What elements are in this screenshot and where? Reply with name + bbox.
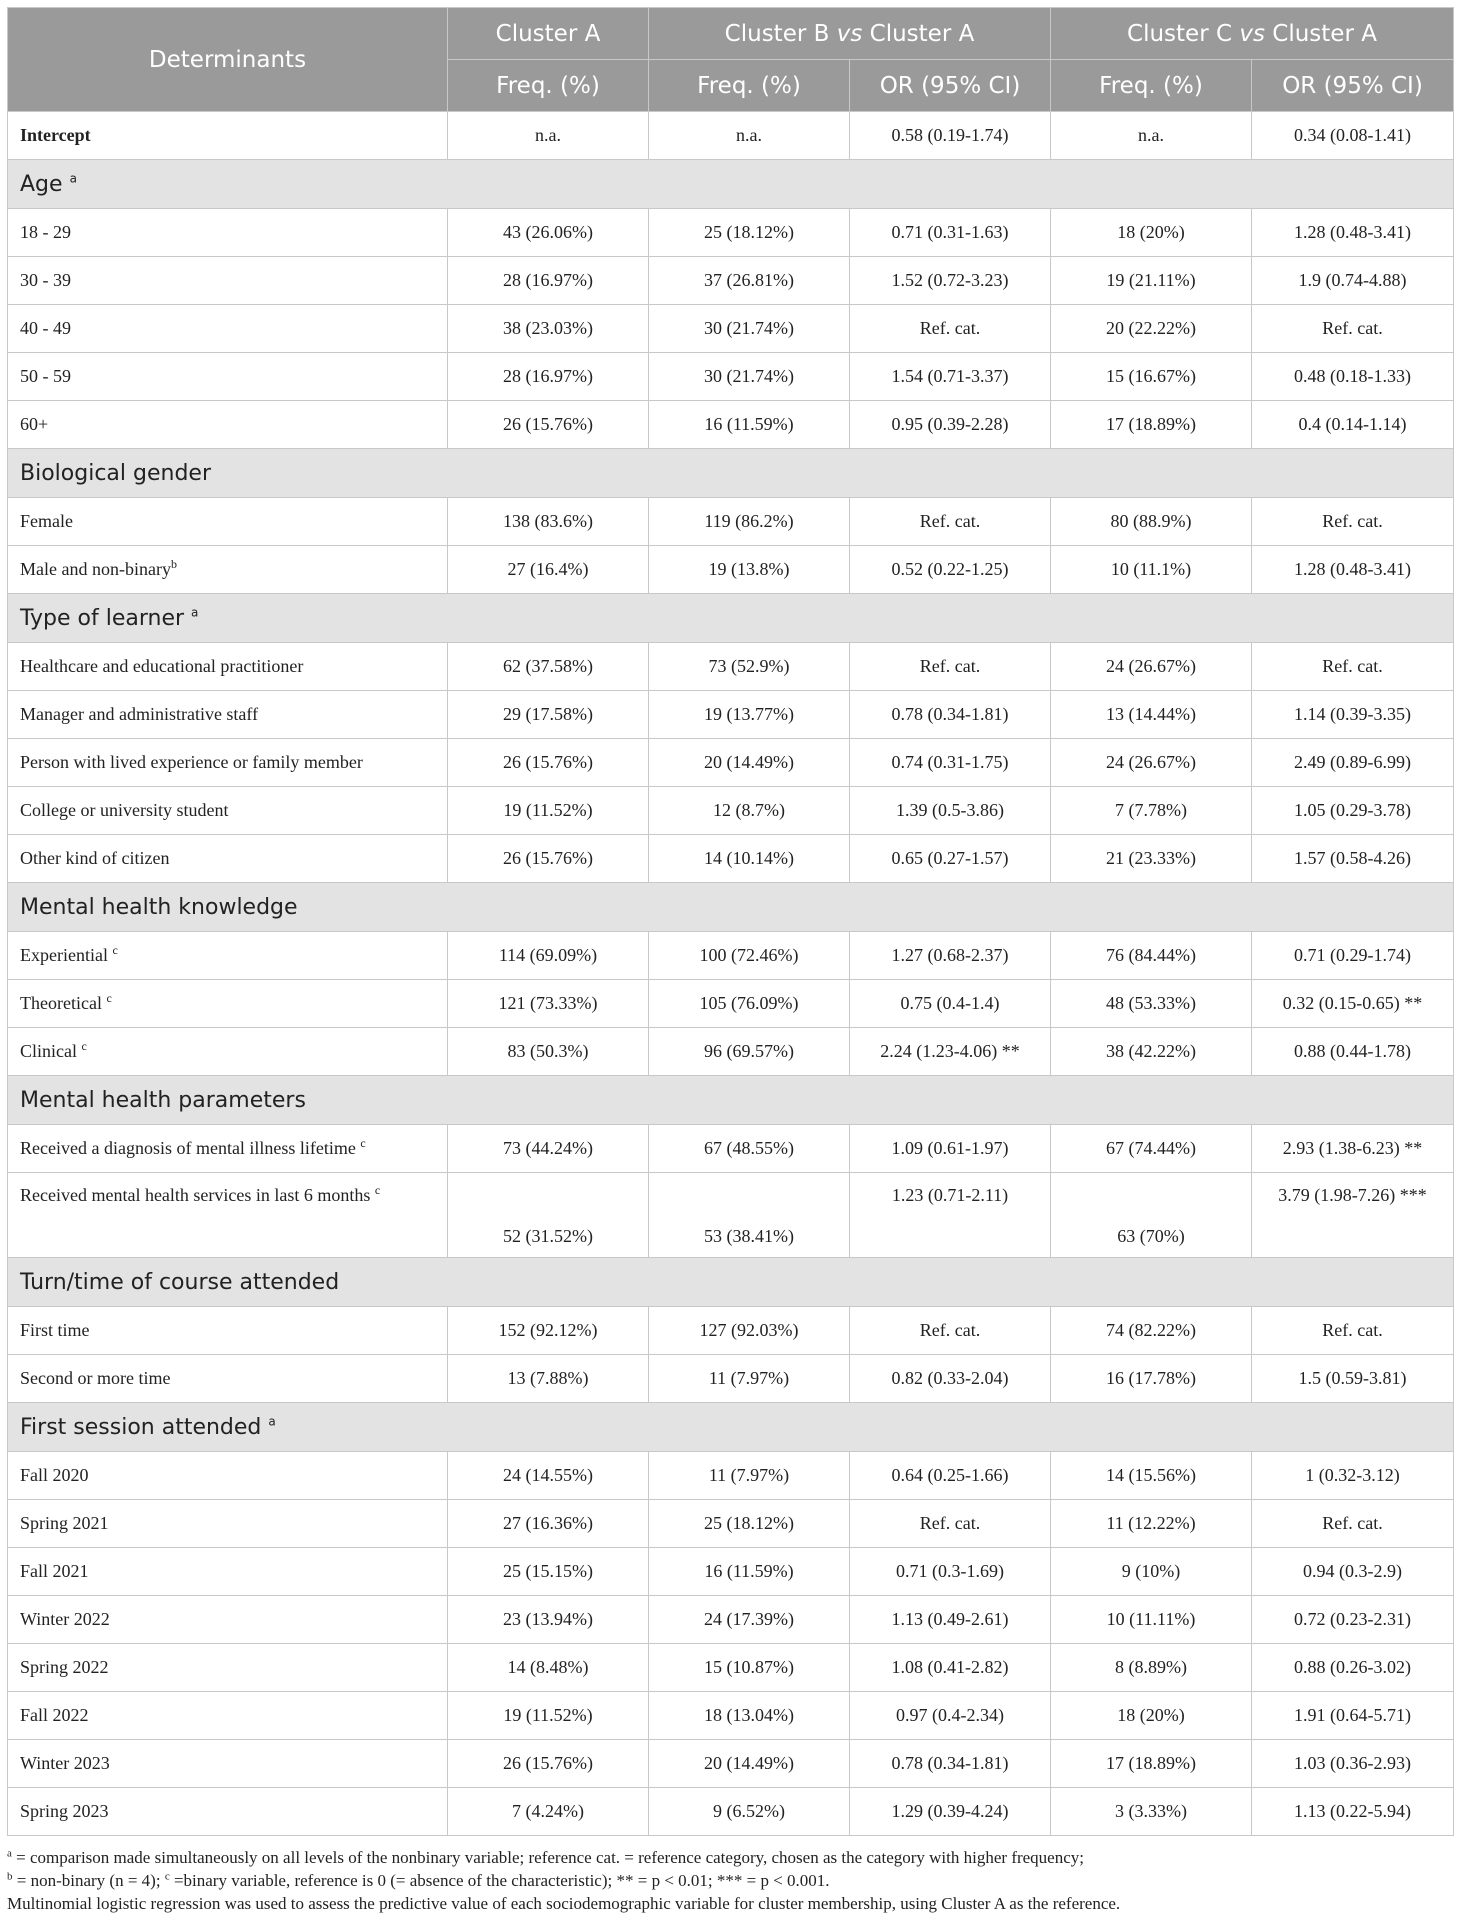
table-row	[8, 1452, 1454, 1500]
section-header-row	[8, 883, 1454, 932]
cell-b-or: 1.08 (0.41-2.82)	[850, 1644, 1051, 1692]
cell-a-freq: 23 (13.94%)	[448, 1596, 649, 1644]
cell-b-freq: 67 (48.55%)	[649, 1125, 850, 1173]
row-label: 60+	[8, 401, 448, 449]
cell-c-freq: n.a.	[1051, 112, 1252, 160]
table-header	[8, 8, 1454, 112]
table-row	[8, 401, 1454, 449]
cell-c-freq: 16 (17.78%)	[1051, 1355, 1252, 1403]
row-label: Experiential $^c$	[8, 932, 448, 980]
cell-b-freq: 16 (11.59%)	[649, 401, 850, 449]
cell-c-or: Ref. cat.	[1252, 643, 1454, 691]
document	[7, 7, 1453, 1915]
cell-c-freq: 3 (3.33%)	[1051, 1788, 1252, 1836]
section-title: Turn/time of course attended	[8, 1258, 1454, 1307]
cell-c-or: Ref. cat.	[1252, 1307, 1454, 1355]
cell-a-freq: 19 (11.52%)	[448, 787, 649, 835]
cell-c-or: Ref. cat.	[1252, 305, 1454, 353]
cell-b-or: Ref. cat.	[850, 643, 1051, 691]
cell-b-freq: 127 (92.03%)	[649, 1307, 850, 1355]
cell-c-freq: 9 (10%)	[1051, 1548, 1252, 1596]
row-label: First time	[8, 1307, 448, 1355]
cell-c-or: 0.32 (0.15-0.65) **	[1252, 980, 1454, 1028]
table-row	[8, 932, 1454, 980]
cell-c-or: 1.14 (0.39-3.35)	[1252, 691, 1454, 739]
section-title: Mental health parameters	[8, 1076, 1454, 1125]
row-label: Intercept	[8, 112, 448, 160]
cell-b-freq: 14 (10.14%)	[649, 835, 850, 883]
table-row	[8, 1028, 1454, 1076]
cell-c-or: 0.88 (0.26-3.02)	[1252, 1644, 1454, 1692]
cell-b-or: 1.54 (0.71-3.37)	[850, 353, 1051, 401]
section-header-row	[8, 1403, 1454, 1452]
row-label: Spring 2021	[8, 1500, 448, 1548]
cell-c-freq: 18 (20%)	[1051, 209, 1252, 257]
cell-b-freq: 11 (7.97%)	[649, 1355, 850, 1403]
row-label: Male and non-binary$^b$	[8, 546, 448, 594]
cell-a-freq: 138 (83.6%)	[448, 498, 649, 546]
cell-c-freq: 76 (84.44%)	[1051, 932, 1252, 980]
cell-b-freq: 16 (11.59%)	[649, 1548, 850, 1596]
cell-c-or: 2.49 (0.89-6.99)	[1252, 739, 1454, 787]
row-label: College or university student	[8, 787, 448, 835]
section-header-row	[8, 160, 1454, 209]
cell-c-freq: 24 (26.67%)	[1051, 739, 1252, 787]
cell-a-freq: 14 (8.48%)	[448, 1644, 649, 1692]
cell-a-freq: 43 (26.06%)	[448, 209, 649, 257]
table-row	[8, 1788, 1454, 1836]
cell-b-freq: 9 (6.52%)	[649, 1788, 850, 1836]
cell-b-or: Ref. cat.	[850, 1307, 1051, 1355]
cell-b-or: 0.71 (0.31-1.63)	[850, 209, 1051, 257]
cell-c-or: 1.5 (0.59-3.81)	[1252, 1355, 1454, 1403]
cell-b-freq: 30 (21.74%)	[649, 305, 850, 353]
row-label: Fall 2021	[8, 1548, 448, 1596]
cell-c-freq: 17 (18.89%)	[1051, 401, 1252, 449]
table-row	[8, 1548, 1454, 1596]
cell-c-freq: 24 (26.67%)	[1051, 643, 1252, 691]
footnote-b-c: $^b$ = non-binary (n = 4); $^c$ =binary variable, reference is 0 (= absence of the characteristic); ** = p < 0.01; *** = p < 0.001.	[7, 1870, 830, 1890]
cell-c-freq: 21 (23.33%)	[1051, 835, 1252, 883]
cell-b-or: 0.58 (0.19-1.74)	[850, 112, 1051, 160]
row-label: Spring 2022	[8, 1644, 448, 1692]
cell-c-or: 2.93 (1.38-6.23) **	[1252, 1125, 1454, 1173]
row-label: Fall 2020	[8, 1452, 448, 1500]
table-row	[8, 1596, 1454, 1644]
cell-a-freq: 62 (37.58%)	[448, 643, 649, 691]
cell-b-or: 1.13 (0.49-2.61)	[850, 1596, 1051, 1644]
cell-c-or: 0.88 (0.44-1.78)	[1252, 1028, 1454, 1076]
row-label: Female	[8, 498, 448, 546]
cell-c-or: 0.34 (0.08-1.41)	[1252, 112, 1454, 160]
cell-c-or: 1.03 (0.36-2.93)	[1252, 1740, 1454, 1788]
cell-a-freq: 152 (92.12%)	[448, 1307, 649, 1355]
cell-b-freq: 11 (7.97%)	[649, 1452, 850, 1500]
cell-b-or: 0.78 (0.34-1.81)	[850, 691, 1051, 739]
cell-c-freq: 17 (18.89%)	[1051, 1740, 1252, 1788]
table-body	[8, 112, 1454, 1836]
cell-c-or: 1.91 (0.64-5.71)	[1252, 1692, 1454, 1740]
cell-b-or: 0.65 (0.27-1.57)	[850, 835, 1051, 883]
cell-c-freq: 15 (16.67%)	[1051, 353, 1252, 401]
cell-b-freq: 53 (38.41%)	[649, 1173, 850, 1258]
table-row	[8, 691, 1454, 739]
footnote-a: $^a$ = comparison made simultaneously on all levels of the nonbinary variable; reference cat. = reference category, chosen as the category with higher frequency;	[7, 1847, 1084, 1867]
cell-b-or: 1.39 (0.5-3.86)	[850, 787, 1051, 835]
table-row	[8, 1307, 1454, 1355]
cell-a-freq: 26 (15.76%)	[448, 835, 649, 883]
cell-b-or: Ref. cat.	[850, 305, 1051, 353]
cell-a-freq: 19 (11.52%)	[448, 1692, 649, 1740]
cell-b-freq: 73 (52.9%)	[649, 643, 850, 691]
cell-b-freq: 100 (72.46%)	[649, 932, 850, 980]
cell-c-freq: 19 (21.11%)	[1051, 257, 1252, 305]
header-cluster-c-vs-a: Cluster C vs Cluster A	[1051, 8, 1454, 60]
cell-c-freq: 14 (15.56%)	[1051, 1452, 1252, 1500]
row-label: Person with lived experience or family member	[8, 739, 448, 787]
section-title: Type of learner $^a$	[8, 594, 1454, 643]
results-table	[7, 7, 1454, 1836]
cell-b-or: 0.78 (0.34-1.81)	[850, 1740, 1051, 1788]
cell-a-freq: 52 (31.52%)	[448, 1173, 649, 1258]
header-determinants: Determinants	[8, 8, 448, 112]
cell-c-freq: 80 (88.9%)	[1051, 498, 1252, 546]
cell-a-freq: 83 (50.3%)	[448, 1028, 649, 1076]
cell-c-freq: 74 (82.22%)	[1051, 1307, 1252, 1355]
section-header-row	[8, 1076, 1454, 1125]
cell-b-freq: 12 (8.7%)	[649, 787, 850, 835]
cell-c-or: Ref. cat.	[1252, 498, 1454, 546]
cell-b-freq: 30 (21.74%)	[649, 353, 850, 401]
cell-c-freq: 18 (20%)	[1051, 1692, 1252, 1740]
row-label: 18 - 29	[8, 209, 448, 257]
cell-c-or: Ref. cat.	[1252, 1500, 1454, 1548]
cell-a-freq: 27 (16.4%)	[448, 546, 649, 594]
cell-b-or: 1.09 (0.61-1.97)	[850, 1125, 1051, 1173]
cell-b-freq: 24 (17.39%)	[649, 1596, 850, 1644]
section-header-row	[8, 449, 1454, 498]
cell-b-freq: 18 (13.04%)	[649, 1692, 850, 1740]
cell-c-freq: 38 (42.22%)	[1051, 1028, 1252, 1076]
cell-b-or: Ref. cat.	[850, 1500, 1051, 1548]
header-c-freq: Freq. (%)	[1051, 60, 1252, 112]
cell-a-freq: 28 (16.97%)	[448, 353, 649, 401]
cell-a-freq: 114 (69.09%)	[448, 932, 649, 980]
row-label: Received mental health services in last 6 months $^c$	[8, 1173, 448, 1258]
cell-b-freq: n.a.	[649, 112, 850, 160]
header-c-or: OR (95% CI)	[1252, 60, 1454, 112]
table-row	[8, 209, 1454, 257]
cell-b-or: 1.52 (0.72-3.23)	[850, 257, 1051, 305]
cell-b-freq: 20 (14.49%)	[649, 739, 850, 787]
table-row	[8, 1125, 1454, 1173]
cell-b-or: 0.95 (0.39-2.28)	[850, 401, 1051, 449]
cell-b-or: Ref. cat.	[850, 498, 1051, 546]
table-row	[8, 498, 1454, 546]
cell-a-freq: 73 (44.24%)	[448, 1125, 649, 1173]
cell-c-or: 1.28 (0.48-3.41)	[1252, 546, 1454, 594]
cell-b-freq: 25 (18.12%)	[649, 1500, 850, 1548]
cell-b-or: 0.74 (0.31-1.75)	[850, 739, 1051, 787]
section-title: First session attended $^a$	[8, 1403, 1454, 1452]
table-row	[8, 353, 1454, 401]
row-label: 30 - 39	[8, 257, 448, 305]
row-label: Second or more time	[8, 1355, 448, 1403]
cell-a-freq: 26 (15.76%)	[448, 1740, 649, 1788]
cell-c-or: 0.71 (0.29-1.74)	[1252, 932, 1454, 980]
cell-b-or: 1.27 (0.68-2.37)	[850, 932, 1051, 980]
cell-b-or: 0.75 (0.4-1.4)	[850, 980, 1051, 1028]
cell-c-or: 0.48 (0.18-1.33)	[1252, 353, 1454, 401]
cell-b-freq: 19 (13.8%)	[649, 546, 850, 594]
cell-a-freq: 38 (23.03%)	[448, 305, 649, 353]
row-label: Winter 2023	[8, 1740, 448, 1788]
cell-c-freq: 20 (22.22%)	[1051, 305, 1252, 353]
cell-a-freq: 13 (7.88%)	[448, 1355, 649, 1403]
table-row	[8, 305, 1454, 353]
cell-c-or: 1 (0.32-3.12)	[1252, 1452, 1454, 1500]
cell-b-freq: 105 (76.09%)	[649, 980, 850, 1028]
row-label: Winter 2022	[8, 1596, 448, 1644]
row-label: Clinical $^c$	[8, 1028, 448, 1076]
cell-a-freq: 26 (15.76%)	[448, 739, 649, 787]
table-row	[8, 739, 1454, 787]
table-row	[8, 1692, 1454, 1740]
row-label: Theoretical $^c$	[8, 980, 448, 1028]
cell-c-or: 3.79 (1.98-7.26) ***	[1252, 1173, 1454, 1258]
cell-b-or: 0.52 (0.22-1.25)	[850, 546, 1051, 594]
row-label: Received a diagnosis of mental illness lifetime $^c$	[8, 1125, 448, 1173]
table-row	[8, 1740, 1454, 1788]
section-header-row	[8, 594, 1454, 643]
table-row-intercept	[8, 112, 1454, 160]
row-label: Fall 2022	[8, 1692, 448, 1740]
cell-b-freq: 37 (26.81%)	[649, 257, 850, 305]
cell-b-freq: 19 (13.77%)	[649, 691, 850, 739]
cell-a-freq: n.a.	[448, 112, 649, 160]
cell-a-freq: 25 (15.15%)	[448, 1548, 649, 1596]
cell-b-freq: 20 (14.49%)	[649, 1740, 850, 1788]
header-cluster-a: Cluster A	[448, 8, 649, 60]
table-row	[8, 1173, 1454, 1258]
cell-b-or: 2.24 (1.23-4.06) **	[850, 1028, 1051, 1076]
cell-a-freq: 29 (17.58%)	[448, 691, 649, 739]
row-label: Other kind of citizen	[8, 835, 448, 883]
section-header-row	[8, 1258, 1454, 1307]
cell-c-or: 1.28 (0.48-3.41)	[1252, 209, 1454, 257]
cell-c-or: 1.9 (0.74-4.88)	[1252, 257, 1454, 305]
table-row	[8, 835, 1454, 883]
row-label: Manager and administrative staff	[8, 691, 448, 739]
cell-c-freq: 67 (74.44%)	[1051, 1125, 1252, 1173]
cell-c-freq: 8 (8.89%)	[1051, 1644, 1252, 1692]
cell-a-freq: 7 (4.24%)	[448, 1788, 649, 1836]
cell-b-freq: 25 (18.12%)	[649, 209, 850, 257]
cell-c-freq: 13 (14.44%)	[1051, 691, 1252, 739]
cell-c-or: 1.05 (0.29-3.78)	[1252, 787, 1454, 835]
cell-a-freq: 28 (16.97%)	[448, 257, 649, 305]
section-title: Biological gender	[8, 449, 1454, 498]
cell-b-freq: 15 (10.87%)	[649, 1644, 850, 1692]
row-label: 40 - 49	[8, 305, 448, 353]
header-b-freq: Freq. (%)	[649, 60, 850, 112]
table-row	[8, 546, 1454, 594]
cell-a-freq: 24 (14.55%)	[448, 1452, 649, 1500]
cell-c-freq: 48 (53.33%)	[1051, 980, 1252, 1028]
table-footnotes	[7, 1846, 1453, 1915]
cell-b-or: 0.82 (0.33-2.04)	[850, 1355, 1051, 1403]
cell-c-or: 0.94 (0.3-2.9)	[1252, 1548, 1454, 1596]
cell-c-freq: 63 (70%)	[1051, 1173, 1252, 1258]
footnote-method: Multinomial logistic regression was used to assess the predictive value of each sociodemographic variable for cluster membership, using Cluster A as the reference.	[7, 1894, 1121, 1913]
cell-c-or: 0.4 (0.14-1.14)	[1252, 401, 1454, 449]
row-label: Healthcare and educational practitioner	[8, 643, 448, 691]
cell-a-freq: 26 (15.76%)	[448, 401, 649, 449]
cell-c-freq: 7 (7.78%)	[1051, 787, 1252, 835]
cell-b-or: 1.23 (0.71-2.11)	[850, 1173, 1051, 1258]
table-row	[8, 1644, 1454, 1692]
header-b-or: OR (95% CI)	[850, 60, 1051, 112]
header-a-freq: Freq. (%)	[448, 60, 649, 112]
cell-a-freq: 121 (73.33%)	[448, 980, 649, 1028]
cell-c-freq: 10 (11.11%)	[1051, 1596, 1252, 1644]
table-row	[8, 1355, 1454, 1403]
cell-c-or: 1.57 (0.58-4.26)	[1252, 835, 1454, 883]
cell-b-freq: 96 (69.57%)	[649, 1028, 850, 1076]
cell-b-or: 0.71 (0.3-1.69)	[850, 1548, 1051, 1596]
table-row	[8, 1500, 1454, 1548]
cell-a-freq: 27 (16.36%)	[448, 1500, 649, 1548]
cell-b-or: 0.64 (0.25-1.66)	[850, 1452, 1051, 1500]
row-label: Spring 2023	[8, 1788, 448, 1836]
cell-c-or: 0.72 (0.23-2.31)	[1252, 1596, 1454, 1644]
cell-c-or: 1.13 (0.22-5.94)	[1252, 1788, 1454, 1836]
cell-b-or: 1.29 (0.39-4.24)	[850, 1788, 1051, 1836]
header-cluster-b-vs-a: Cluster B vs Cluster A	[649, 8, 1051, 60]
section-title: Age $^a$	[8, 160, 1454, 209]
cell-c-freq: 10 (11.1%)	[1051, 546, 1252, 594]
section-title: Mental health knowledge	[8, 883, 1454, 932]
row-label: 50 - 59	[8, 353, 448, 401]
table-row	[8, 257, 1454, 305]
cell-b-or: 0.97 (0.4-2.34)	[850, 1692, 1051, 1740]
table-row	[8, 643, 1454, 691]
cell-b-freq: 119 (86.2%)	[649, 498, 850, 546]
cell-c-freq: 11 (12.22%)	[1051, 1500, 1252, 1548]
table-row	[8, 787, 1454, 835]
table-row	[8, 980, 1454, 1028]
